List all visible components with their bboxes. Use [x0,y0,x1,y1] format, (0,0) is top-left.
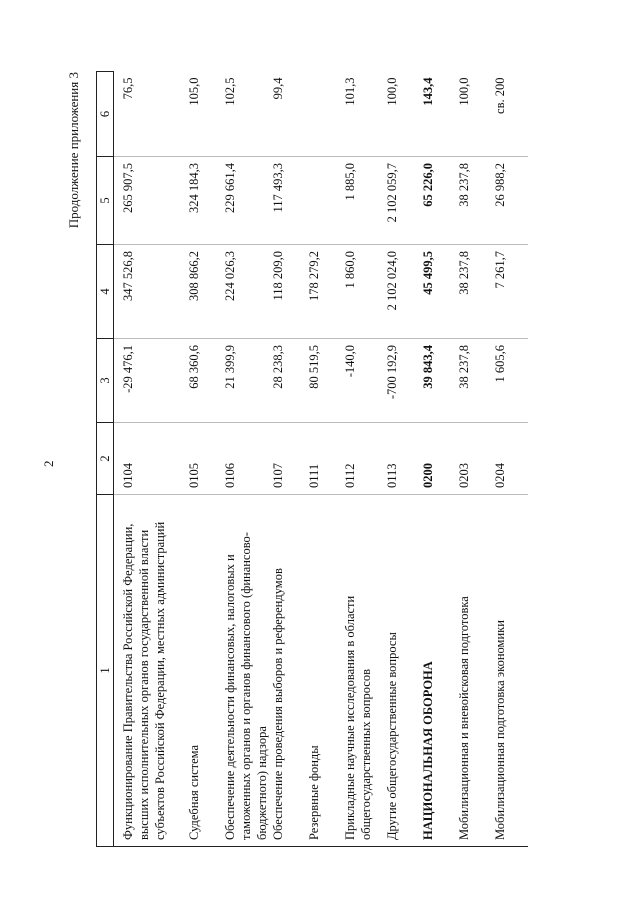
row-name: Обеспечение проведения выборов и референдумов [270,495,306,847]
table-row [222,72,270,847]
column-header: 3 [97,339,114,423]
cell-col4: 2 102 024,0 [384,245,420,339]
row-code: 0105 [186,423,222,495]
row-name: Судебная система [186,495,222,847]
cell-col6: 102,5 [222,72,270,157]
cell-col4: 224 026,3 [222,245,270,339]
appendix-caption: Продолжение приложения 3 [66,72,81,229]
cell-col5: 265 907,5 [114,157,187,245]
row-code: 0200 [420,423,456,495]
cell-col6: св. 200 [492,72,528,157]
cell-col5: 117 493,3 [270,157,306,245]
row-name: Функционирование Правительства Российской Федерации, высших исполнительных органов государственной власти субъектов Российской Федерации, местных администраций [114,495,187,847]
cell-col4: 347 526,8 [114,245,187,339]
cell-col3: 39 843,4 [420,339,456,423]
table-row [492,72,528,847]
budget-table [96,71,528,847]
row-code: 0111 [306,423,342,495]
cell-col5: 1 885,0 [342,157,384,245]
column-header: 6 [97,72,114,157]
cell-col4: 45 499,5 [420,245,456,339]
row-code: 0106 [222,423,270,495]
row-name: НАЦИОНАЛЬНАЯ ОБОРОНА [420,495,456,847]
cell-col4: 38 237,8 [456,245,492,339]
row-code: 0113 [384,423,420,495]
cell-col4: 308 866,2 [186,245,222,339]
cell-col3: 28 238,3 [270,339,306,423]
row-code: 0112 [342,423,384,495]
cell-col3: -29 476,1 [114,339,187,423]
cell-col3: 1 605,6 [492,339,528,423]
cell-col6: 105,0 [186,72,222,157]
cell-col4: 118 209,0 [270,245,306,339]
table-row [456,72,492,847]
table-header-row [97,72,114,847]
cell-col6: 100,0 [384,72,420,157]
cell-col6: 100,0 [456,72,492,157]
cell-col3: -700 192,9 [384,339,420,423]
cell-col5: 229 661,4 [222,157,270,245]
row-name: Другие общегосударственные вопросы [384,495,420,847]
cell-col5: 2 102 059,7 [384,157,420,245]
row-name: Прикладные научные исследования в области общегосударственных вопросов [342,495,384,847]
table-row [342,72,384,847]
cell-col3: 80 519,5 [306,339,342,423]
page-number: 2 [41,460,56,467]
cell-col6: 76,5 [114,72,187,157]
table-row [306,72,342,847]
cell-col4: 178 279,2 [306,245,342,339]
column-header: 1 [97,495,114,847]
row-code: 0104 [114,423,187,495]
column-header: 4 [97,245,114,339]
cell-col5: 38 237,8 [456,157,492,245]
row-name: Обеспечение деятельности финансовых, налоговых и таможенных органов и органов финансового (финансово-бюджетного) надзора [222,495,270,847]
table-row-section [420,72,456,847]
table-row [186,72,222,847]
cell-col3: 68 360,6 [186,339,222,423]
table-row [114,72,187,847]
row-code: 0107 [270,423,306,495]
row-code: 0203 [456,423,492,495]
cell-col4: 1 860,0 [342,245,384,339]
row-code: 0204 [492,423,528,495]
cell-col5 [306,157,342,245]
cell-col4: 7 261,7 [492,245,528,339]
table-row [270,72,306,847]
cell-col3: 38 237,8 [456,339,492,423]
row-name: Резервные фонды [306,495,342,847]
cell-col5: 324 184,3 [186,157,222,245]
cell-col5: 65 226,0 [420,157,456,245]
cell-col5: 26 988,2 [492,157,528,245]
row-name: Мобилизационная и вневойсковая подготовка [456,495,492,847]
cell-col3: 21 399,9 [222,339,270,423]
column-header: 2 [97,423,114,495]
cell-col6: 143,4 [420,72,456,157]
cell-col3: -140,0 [342,339,384,423]
row-name: Мобилизационная подготовка экономики [492,495,528,847]
column-header: 5 [97,157,114,245]
table-row [384,72,420,847]
cell-col6: 101,3 [342,72,384,157]
cell-col6: 99,4 [270,72,306,157]
cell-col6 [306,72,342,157]
